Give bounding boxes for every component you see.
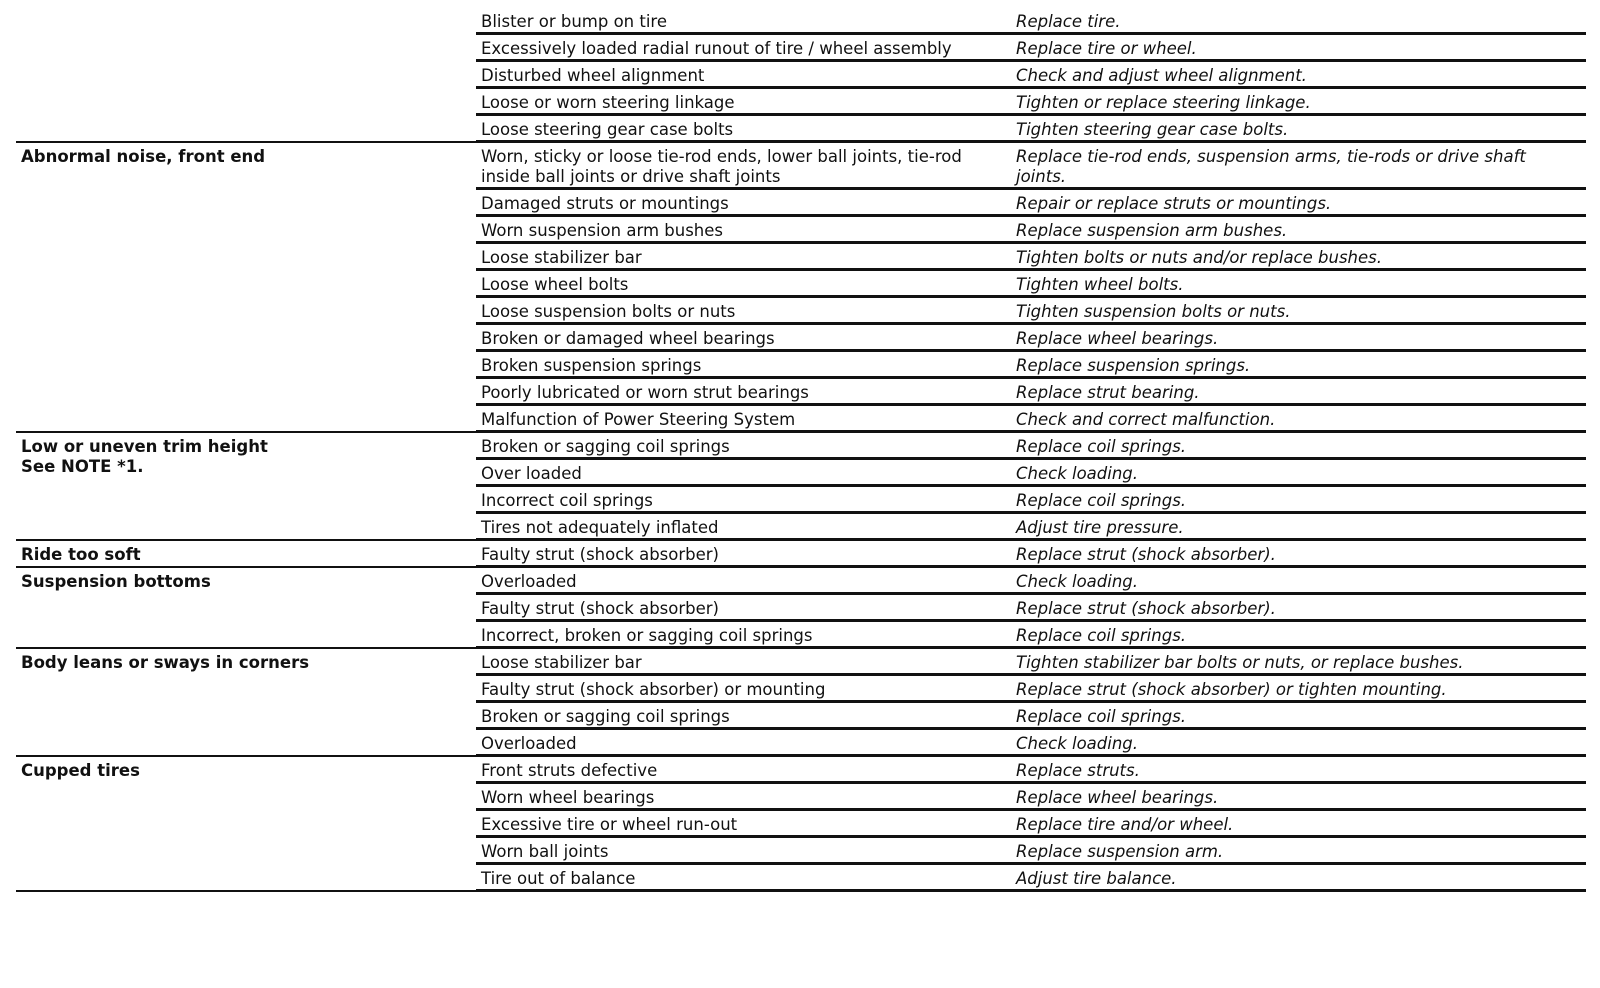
cause-cell — [476, 324, 1011, 351]
correction-text: Tighten or replace steering linkage. — [1016, 93, 1311, 112]
cause-text: Damaged struts or mountings — [481, 194, 729, 213]
correction-text: Adjust tire balance. — [1016, 869, 1177, 888]
correction-text: Replace strut bearing. — [1016, 383, 1200, 402]
correction-text: Check and adjust wheel alignment. — [1016, 66, 1307, 85]
correction-text: Replace suspension arm. — [1016, 842, 1224, 861]
table-row — [16, 567, 1586, 594]
correction-cell — [1011, 270, 1586, 297]
cause-cell — [476, 675, 1011, 702]
cause-cell — [476, 88, 1011, 115]
condition-cell — [16, 756, 476, 891]
cause-text: Worn ball joints — [481, 842, 609, 861]
cause-text: Front struts defective — [481, 761, 658, 780]
cause-text: Incorrect, broken or sagging coil springs — [481, 626, 813, 645]
condition-cell — [16, 142, 476, 432]
correction-cell — [1011, 594, 1586, 621]
cause-cell — [476, 837, 1011, 864]
table-row — [16, 756, 1586, 783]
correction-cell — [1011, 324, 1586, 351]
cause-text: Worn wheel bearings — [481, 788, 655, 807]
correction-cell — [1011, 115, 1586, 142]
correction-text: Adjust tire pressure. — [1016, 518, 1184, 537]
correction-text: Replace suspension springs. — [1016, 356, 1251, 375]
correction-text: Replace wheel bearings. — [1016, 329, 1219, 348]
cause-text: Faulty strut (shock absorber) — [481, 599, 719, 618]
correction-text: Replace tire. — [1016, 12, 1121, 31]
correction-cell — [1011, 378, 1586, 405]
cause-text: Overloaded — [481, 734, 577, 753]
correction-text: Tighten suspension bolts or nuts. — [1016, 302, 1291, 321]
correction-text: Replace tie-rod ends, suspension arms, tie-rods or drive shaft joints. — [1016, 147, 1526, 186]
cause-cell — [476, 540, 1011, 567]
correction-text: Replace strut (shock absorber). — [1016, 545, 1276, 564]
cause-cell — [476, 864, 1011, 891]
cause-cell — [476, 810, 1011, 837]
correction-text: Replace coil springs. — [1016, 626, 1187, 645]
cause-text: Excessively loaded radial runout of tire / wheel assembly — [481, 39, 952, 58]
correction-cell — [1011, 34, 1586, 61]
correction-text: Replace tire and/or wheel. — [1016, 815, 1234, 834]
condition-text: Ride too soft — [21, 544, 141, 564]
cause-text: Disturbed wheel alignment — [481, 66, 705, 85]
condition-text: Low or uneven trim height — [21, 436, 268, 456]
correction-text: Replace coil springs. — [1016, 491, 1187, 510]
cause-text: Worn suspension arm bushes — [481, 221, 724, 240]
cause-cell — [476, 142, 1011, 189]
table-row — [16, 142, 1586, 189]
cause-cell — [476, 61, 1011, 88]
cause-text: Loose stabilizer bar — [481, 653, 642, 672]
condition-cell — [16, 540, 476, 567]
cause-text: Faulty strut (shock absorber) — [481, 545, 719, 564]
correction-cell — [1011, 61, 1586, 88]
correction-cell — [1011, 702, 1586, 729]
condition-cell — [16, 567, 476, 648]
cause-cell — [476, 270, 1011, 297]
cause-text: Overloaded — [481, 572, 577, 591]
correction-text: Tighten bolts or nuts and/or replace bushes. — [1016, 248, 1383, 267]
cause-cell — [476, 216, 1011, 243]
cause-cell — [476, 459, 1011, 486]
table-body — [16, 8, 1586, 891]
cause-cell — [476, 405, 1011, 432]
cause-text: Poorly lubricated or worn strut bearings — [481, 383, 809, 402]
correction-cell — [1011, 837, 1586, 864]
correction-text: Replace struts. — [1016, 761, 1140, 780]
cause-text: Loose or worn steering linkage — [481, 93, 735, 112]
table-row — [16, 648, 1586, 675]
cause-text: Blister or bump on tire — [481, 12, 668, 31]
condition-text: Suspension bottoms — [21, 571, 211, 591]
cause-cell — [476, 621, 1011, 648]
correction-cell — [1011, 756, 1586, 783]
cause-cell — [476, 594, 1011, 621]
correction-text: Replace wheel bearings. — [1016, 788, 1219, 807]
correction-cell — [1011, 729, 1586, 756]
correction-text: Replace strut (shock absorber). — [1016, 599, 1276, 618]
cause-text: Broken or damaged wheel bearings — [481, 329, 775, 348]
condition-text: Cupped tires — [21, 760, 140, 780]
correction-cell — [1011, 486, 1586, 513]
correction-cell — [1011, 297, 1586, 324]
cause-cell — [476, 297, 1011, 324]
cause-cell — [476, 513, 1011, 540]
cause-text: Loose suspension bolts or nuts — [481, 302, 736, 321]
cause-text: Malfunction of Power Steering System — [481, 410, 796, 429]
correction-text: Check and correct malfunction. — [1016, 410, 1276, 429]
cause-cell — [476, 702, 1011, 729]
correction-cell — [1011, 621, 1586, 648]
correction-cell — [1011, 567, 1586, 594]
condition-text: See NOTE *1. — [21, 456, 144, 476]
cause-text: Worn, sticky or loose tie-rod ends, lower ball joints, tie-rod inside ball joints or drive shaft joints — [481, 147, 962, 186]
cause-text: Faulty strut (shock absorber) or mounting — [481, 680, 826, 699]
correction-cell — [1011, 432, 1586, 459]
cause-cell — [476, 567, 1011, 594]
cause-cell — [476, 486, 1011, 513]
cause-cell — [476, 432, 1011, 459]
correction-cell — [1011, 8, 1586, 34]
cause-text: Tires not adequately inflated — [481, 518, 719, 537]
cause-cell — [476, 189, 1011, 216]
table-row — [16, 432, 1586, 459]
cause-cell — [476, 756, 1011, 783]
correction-cell — [1011, 243, 1586, 270]
correction-text: Replace tire or wheel. — [1016, 39, 1197, 58]
correction-text: Replace coil springs. — [1016, 707, 1187, 726]
correction-text: Replace suspension arm bushes. — [1016, 221, 1288, 240]
condition-text: Abnormal noise, front end — [21, 146, 266, 166]
correction-text: Check loading. — [1016, 464, 1139, 483]
cause-cell — [476, 8, 1011, 34]
correction-text: Replace strut (shock absorber) or tighten mounting. — [1016, 680, 1447, 699]
correction-text: Check loading. — [1016, 572, 1139, 591]
cause-cell — [476, 351, 1011, 378]
correction-text: Check loading. — [1016, 734, 1139, 753]
cause-text: Loose steering gear case bolts — [481, 120, 734, 139]
cause-text: Incorrect coil springs — [481, 491, 653, 510]
cause-cell — [476, 34, 1011, 61]
condition-cell — [16, 8, 476, 142]
table-row — [16, 540, 1586, 567]
cause-cell — [476, 115, 1011, 142]
condition-cell — [16, 648, 476, 756]
condition-cell — [16, 432, 476, 540]
correction-cell — [1011, 675, 1586, 702]
correction-cell — [1011, 540, 1586, 567]
correction-text: Replace coil springs. — [1016, 437, 1187, 456]
troubleshooting-table — [16, 8, 1586, 892]
cause-cell — [476, 243, 1011, 270]
correction-cell — [1011, 783, 1586, 810]
condition-text: Body leans or sways in corners — [21, 652, 310, 672]
correction-cell — [1011, 88, 1586, 115]
correction-cell — [1011, 810, 1586, 837]
correction-text: Tighten steering gear case bolts. — [1016, 120, 1289, 139]
correction-cell — [1011, 864, 1586, 891]
correction-cell — [1011, 351, 1586, 378]
table-row — [16, 8, 1586, 34]
correction-text: Tighten stabilizer bar bolts or nuts, or replace bushes. — [1016, 653, 1464, 672]
cause-text: Broken or sagging coil springs — [481, 707, 730, 726]
cause-text: Broken or sagging coil springs — [481, 437, 730, 456]
cause-text: Broken suspension springs — [481, 356, 702, 375]
cause-cell — [476, 378, 1011, 405]
correction-cell — [1011, 405, 1586, 432]
cause-text: Tire out of balance — [481, 869, 636, 888]
cause-cell — [476, 648, 1011, 675]
correction-text: Tighten wheel bolts. — [1016, 275, 1184, 294]
cause-cell — [476, 783, 1011, 810]
correction-cell — [1011, 513, 1586, 540]
correction-cell — [1011, 142, 1586, 189]
correction-cell — [1011, 189, 1586, 216]
cause-cell — [476, 729, 1011, 756]
cause-text: Excessive tire or wheel run-out — [481, 815, 738, 834]
correction-cell — [1011, 648, 1586, 675]
correction-text: Repair or replace struts or mountings. — [1016, 194, 1332, 213]
correction-cell — [1011, 216, 1586, 243]
cause-text: Over loaded — [481, 464, 582, 483]
cause-text: Loose wheel bolts — [481, 275, 629, 294]
correction-cell — [1011, 459, 1586, 486]
cause-text: Loose stabilizer bar — [481, 248, 642, 267]
